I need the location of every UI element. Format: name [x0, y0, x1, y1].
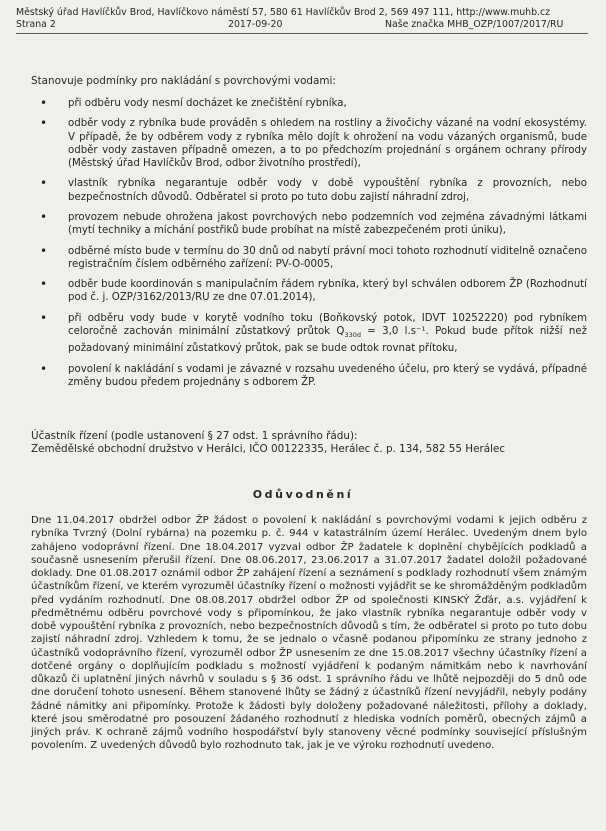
participant-label: Účastník řízení (podle ustanovení § 27 odst. 1 správního řádu):: [31, 430, 358, 442]
condition-text: = 3,0 l.s⁻¹. Pokud bude přítok nižší než požadovaný minimální zůstatkový průtok, pak se bude odtok rovnat přítoku,: [68, 325, 588, 355]
reasoning-text: Dne 11.04.2017 obdržel odbor ŽP žádost o povolení k nakládání s povrchovými vodami k jejich odběru z rybníka Tvrzný (Dolní rybárna) na pozemku p. č. 944 v katastrálním území Herálec. Uvedeným dnem bylo zahájeno vodoprávní řízení. Dne 18.04.2017 vyzval odbor ŽP žadatele k doplnění chybějících podkladů a současně usnesením přerušil řízení. Dne 08.06.2017, 23.06.2017 a 31.07.2017 žadatel doložil požadované doklady. Dne 01.08.2017 oznámil odbor ŽP zahájení řízení a seznámení s podklady rozhodnutí všem známým účastníkům řízení, ve kterém vyrozuměl účastníky řízení o možnosti vyjádřit se ke shromážděným podkladům před vydáním rozhodnutí. Dne 08.08.2017 obdržel odbor ŽP od společnosti KINSKÝ Žďár, a.s. vyjádření k předmětnému odběru povrchové vody s připomínkou, že jako vlastník rybníka negarantuje odběr vody v době vypouštění rybníka z provozních, nebo bezpečnostních důvodů s tím, že odběratel si proto po tuto dobu zajistí náhradní zdroj. Vzhledem k tomu, že se jednalo o včasně podanou připomínku ze strany jednoho z účastníků vodoprávního řízení, vyrozuměl odbor ŽP usnesením ze dne 15.08.2017 všechny účastníky řízení a dotčené orgány o doplňujícím podkladu s možností vyjádření k podaným námitkám nebo k navrhování důkazů či uplatnění jiných návrhů v souladu s § 36 odst. 1 správního řádu ve lhůtě nejpozději do 5 dnů ode dne doručení tohoto usnesení. Během stanovené lhůty se žádný z účastníků řízení nevyjádřil, nebyly podány žádné námitky ani připomínky. Protože k žádosti byly doloženy požadované náležitosti, přílohy a doklady, které jsou směrodatné pro posouzení žádaného rozhodnutí z hlediska vodních poměrů, obecných zájmů a jiných práv. K ochraně zájmů vodního hospodářství byly stanoveny věcné podmínky související příslušným povolením. Z uvedených důvodů bylo rozhodnuto tak, jak je ve výroku rozhodnutí uvedeno.: [31, 515, 587, 752]
participant-name: Zemědělské obchodní družstvo v Herálci, IČO 00122335, Herálec č. p. 134, 582 55 Herálec: [31, 443, 506, 456]
header-divider: [16, 33, 588, 34]
bullet-icon: •: [40, 176, 48, 191]
bullet-icon: •: [40, 209, 48, 224]
reference-number: Naše značka MHB_OZP/1007/2017/RU: [385, 18, 564, 30]
bullet-icon: •: [40, 243, 48, 258]
condition-text: provozem nebude ohrožena jakost povrchových nebo podzemních vod zejména závadnými látkami (mytí techniky a míchání postřiků bude probíhat na místě zabezpečeném proti úniku),: [68, 211, 587, 237]
condition-text: odběr bude koordinován s manipulačním řádem rybníka, který byl schválen odborem ŽP (Rozhodnutí pod č. j. OZP/3162/2013/RU ze dne 07.01.2014),: [68, 279, 587, 304]
condition-text: odběrné místo bude v termínu do 30 dnů od nabytí právní moci tohoto rozhodnutí viditelně označeno registračním číslem odběrného zařízení: PV-O-0005,: [68, 245, 587, 270]
condition-item: [31, 211, 587, 237]
condition-item: [31, 363, 587, 389]
participant-block: [31, 430, 587, 457]
condition-text: při odběru vody nesmí docházet ke znečištění rybníka,: [68, 98, 347, 109]
bullet-icon: •: [40, 310, 48, 325]
office-address: Městský úřad Havlíčkův Brod, Havlíčkovo náměstí 57, 580 61 Havlíčkův Brod 2, 569 497 111, http://www.muhb.cz: [16, 7, 551, 18]
bullet-icon: •: [40, 277, 48, 292]
condition-item: [31, 278, 587, 304]
bullet-icon: •: [40, 116, 48, 131]
condition-item: [31, 117, 587, 170]
document-date: 2017-09-20: [228, 18, 283, 30]
bullet-icon: •: [40, 361, 48, 376]
flow-subscript: 330d: [344, 331, 361, 339]
condition-item: [31, 312, 587, 356]
header-meta: [16, 19, 588, 31]
page-header: [16, 7, 588, 31]
condition-item: [31, 97, 587, 110]
condition-item: [31, 177, 587, 203]
condition-text: povolení k nakládání s vodami je závazné v rozsahu uvedeného účelu, pro který se vydává, případné změny budou předem projednány s odborem ŽP.: [68, 363, 587, 388]
condition-text: vlastník rybníka negarantuje odběr vody v době vypouštění rybníka z provozních, nebo bezpečnostních důvodů. Odběratel si proto po tuto dobu zajistí náhradní zdroj,: [68, 178, 587, 203]
condition-text: odběr vody z rybníka bude prováděn s ohledem na rostliny a živočichy vázané na vodní ekosystémy. V případě, že by odběrem vody z rybníka mělo dojít k ohrožení na vodu vázaných organismů, bude odběr vody zastaven případně omezen, a to po předchozím projednání s orgánem ochrany přírody (Městský úřad Havlíčkův Brod, odbor životního prostředí),: [68, 118, 587, 169]
conditions-list: [31, 97, 587, 396]
reasoning-title: Odůvodnění: [252, 488, 354, 501]
bullet-icon: •: [40, 96, 48, 110]
page-number: Strana 2: [16, 18, 56, 30]
conditions-intro: Stanovuje podmínky pro nakládání s povrchovými vodami:: [31, 75, 336, 87]
condition-item: [31, 245, 587, 271]
condition-text: při odběru vody bude v korytě vodního toku (Boňkovský potok, IDVT 10252220) pod rybníkem celoročně zachován minimální zůstatkový průtok Q: [68, 312, 587, 337]
